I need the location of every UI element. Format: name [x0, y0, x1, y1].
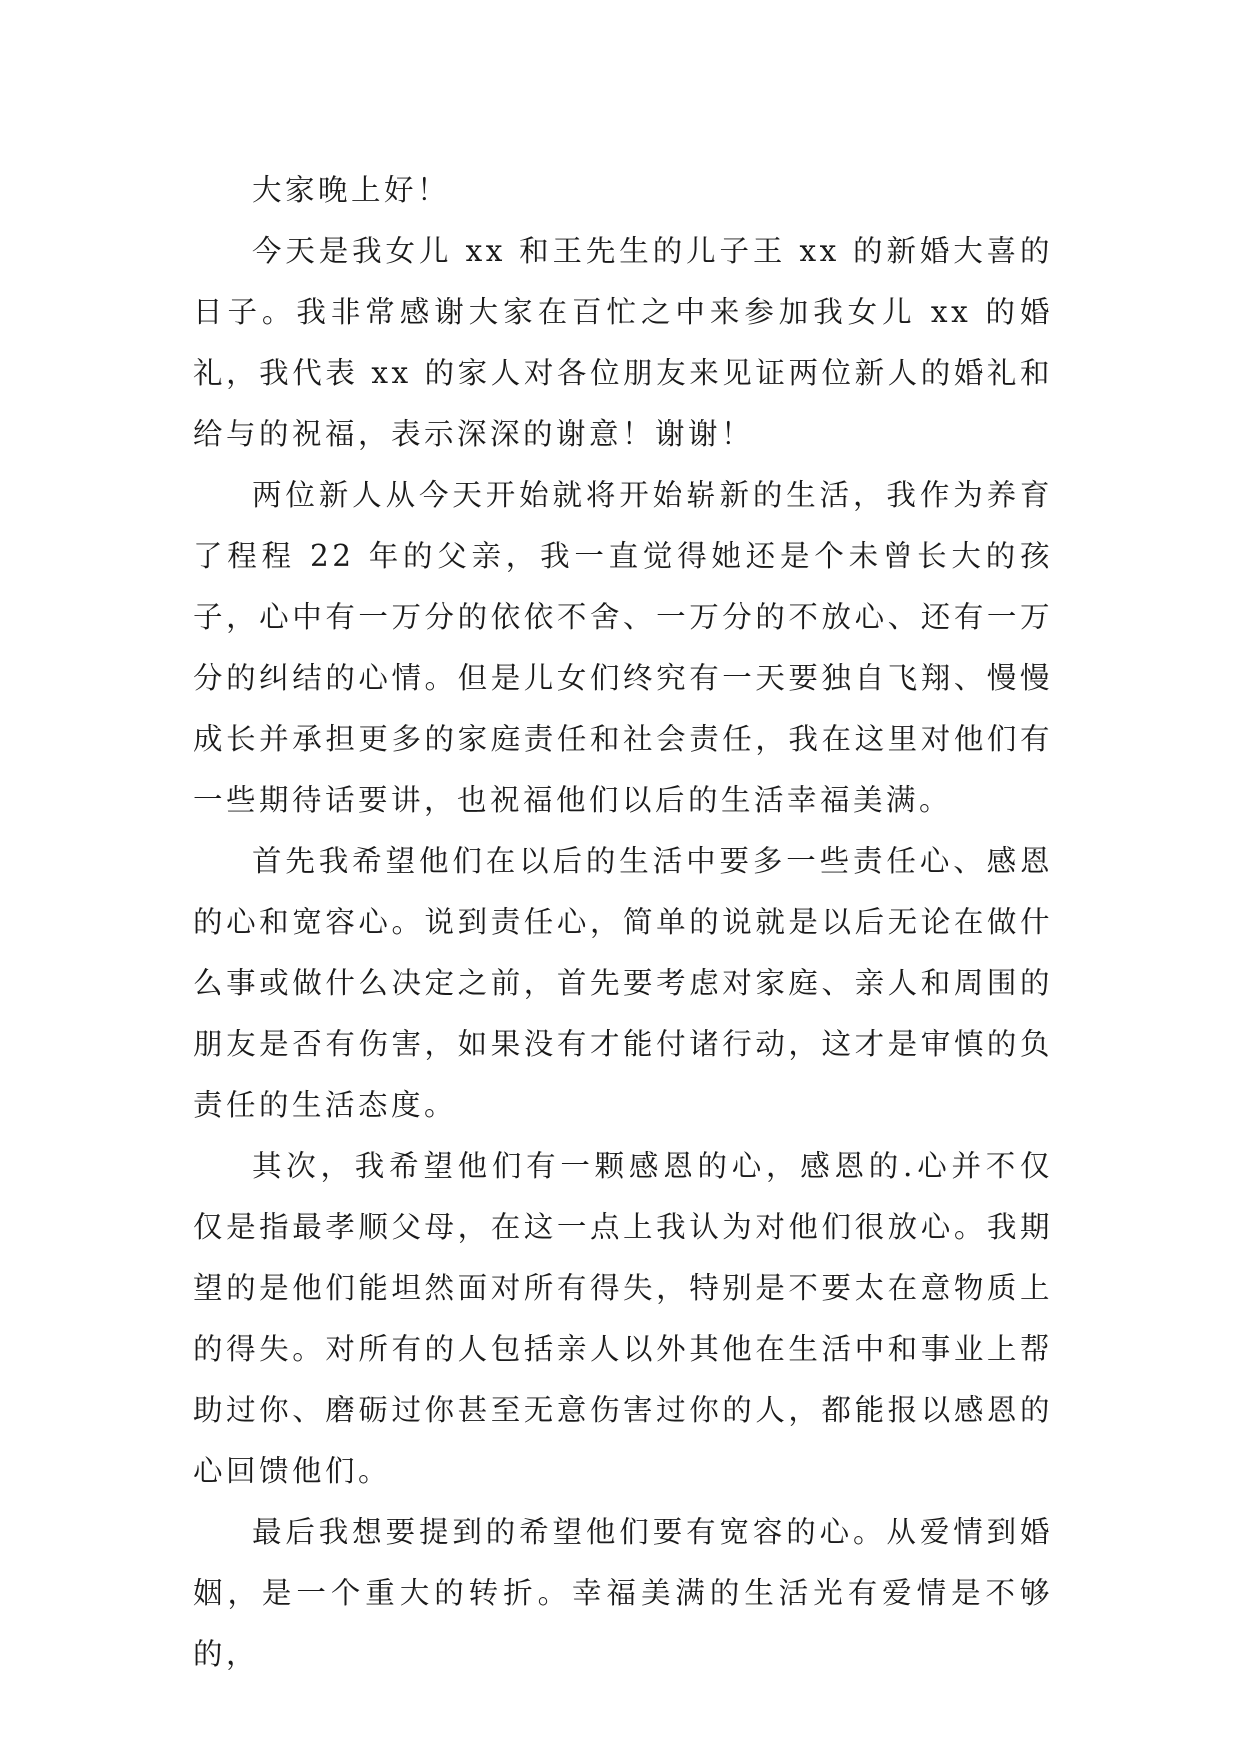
body-text	[193, 160, 1053, 1685]
paragraph-thanks: 今天是我女儿 xx 和王先生的儿子王 xx 的新婚大喜的日子。我非常感谢大家在百忙之中来参加我女儿 xx 的婚礼，我代表 xx 的家人对各位朋友来见证两位新人的婚礼和给与的祝福，表示深深的谢意！谢谢！	[193, 234, 1053, 451]
paragraph-tolerance: 最后我想要提到的希望他们要有宽容的心。从爱情到婚姻，是一个重大的转折。幸福美满的生活光有爱情是不够的，	[193, 1515, 1053, 1671]
paragraph-greeting: 大家晚上好！	[252, 173, 451, 207]
paragraph-gratitude: 其次，我希望他们有一颗感恩的心，感恩的.心并不仅仅是指最孝顺父母，在这一点上我认为对他们很放心。我期望的是他们能坦然面对所有得失，特别是不要太在意物质上的得失。对所有的人包括亲人以外其他在生活中和事业上帮助过你、磨砺过你甚至无意伤害过你的人，都能报以感恩的心回馈他们。	[193, 1149, 1053, 1488]
paragraph-new-life: 两位新人从今天开始就将开始崭新的生活，我作为养育了程程 22 年的父亲，我一直觉得她还是个未曾长大的孩子，心中有一万分的依依不舍、一万分的不放心、还有一万分的纠结的心情。但是儿女们终究有一天要独自飞翔、慢慢成长并承担更多的家庭责任和社会责任，我在这里对他们有一些期待话要讲，也祝福他们以后的生活幸福美满。	[193, 478, 1053, 817]
paragraph-responsibility: 首先我希望他们在以后的生活中要多一些责任心、感恩的心和宽容心。说到责任心，简单的说就是以后无论在做什么事或做什么决定之前，首先要考虑对家庭、亲人和周围的朋友是否有伤害，如果没有才能付诸行动，这才是审慎的负责任的生活态度。	[193, 844, 1053, 1122]
